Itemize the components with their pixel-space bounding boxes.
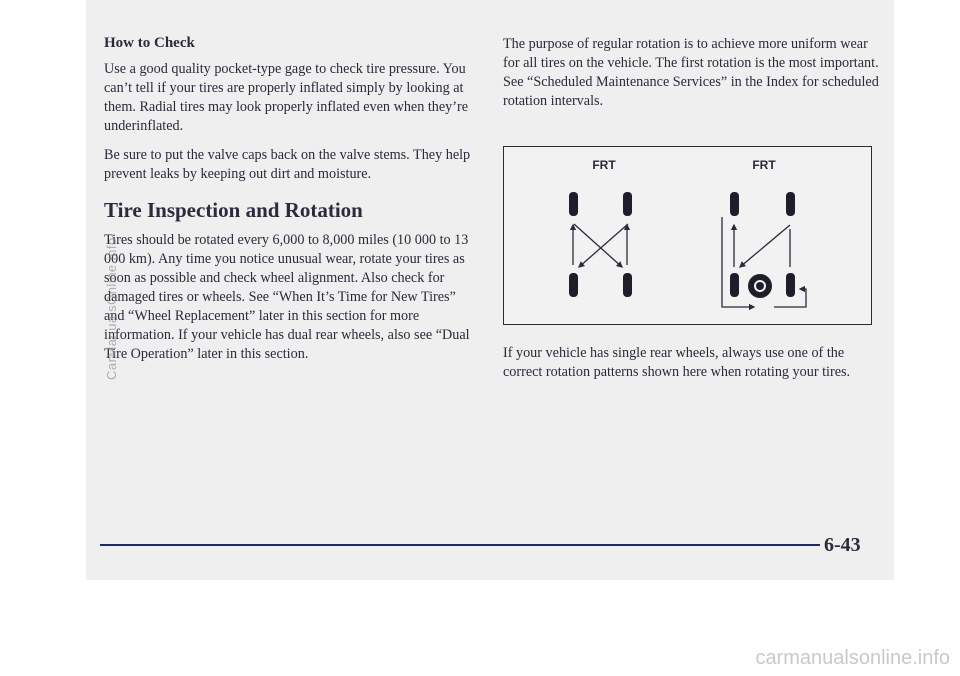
tire-front-right	[623, 192, 632, 216]
right-column	[503, 35, 883, 121]
footer-rule	[100, 544, 820, 546]
tire-front-left-2	[730, 192, 739, 216]
tire-front-left	[569, 192, 578, 216]
valve-caps-paragraph: Be sure to put the valve caps back on the valve stems. They help prevent leaks by keeping out dirt and moisture.	[104, 147, 471, 182]
tire-rear-right-2	[786, 273, 795, 297]
pressure-check-paragraph: Use a good quality pocket-type gage to check tire pressure. You can’t tell if your tires are properly inflated simply by looking at them. Radial tires may look properly inflated even when they’re underinflated.	[104, 61, 469, 134]
left-column	[104, 35, 474, 374]
front-label-right: FRT	[752, 158, 776, 172]
spare-tire	[748, 274, 772, 298]
tire-front-right-2	[786, 192, 795, 216]
bottom-watermark: carmanualsonline.info	[755, 647, 950, 669]
tire-rear-right	[623, 273, 632, 297]
rotation-purpose-paragraph: The purpose of regular rotation is to achieve more uniform wear for all tires on the vehicle. The first rotation is the most important. See “Scheduled Maintenance Services” in the Index for scheduled rotation intervals.	[503, 36, 879, 109]
diagram-caption: If your vehicle has single rear wheels, always use one of the correct rotation patterns shown here when rotating your tires.	[503, 345, 851, 380]
how-to-check-heading: How to Check	[104, 35, 195, 51]
front-label-left: FRT	[592, 158, 616, 172]
spare-pattern	[722, 192, 806, 307]
section-heading: Tire Inspection and Rotation	[104, 198, 363, 222]
rotation-paragraph: Tires should be rotated every 6,000 to 8,000 miles (10 000 to 13 000 km). Any time you notice unusual wear, rotate your tires as soon as possible and check wheel alignment. Also check for damaged tires or wheels. See “When It’s Time for New Tires” and “Wheel Replacement” later in this section for more information. If your vehicle has dual rear wheels, also see “Dual Tire Operation” later in this section.	[104, 232, 470, 362]
tire-rear-left-2	[730, 273, 739, 297]
tire-rear-left	[569, 273, 578, 297]
tire-rotation-diagram	[503, 146, 872, 325]
x-pattern	[569, 192, 632, 297]
page-number: 6-43	[824, 534, 861, 556]
side-watermark: CarManualsOnline.info	[104, 237, 119, 380]
